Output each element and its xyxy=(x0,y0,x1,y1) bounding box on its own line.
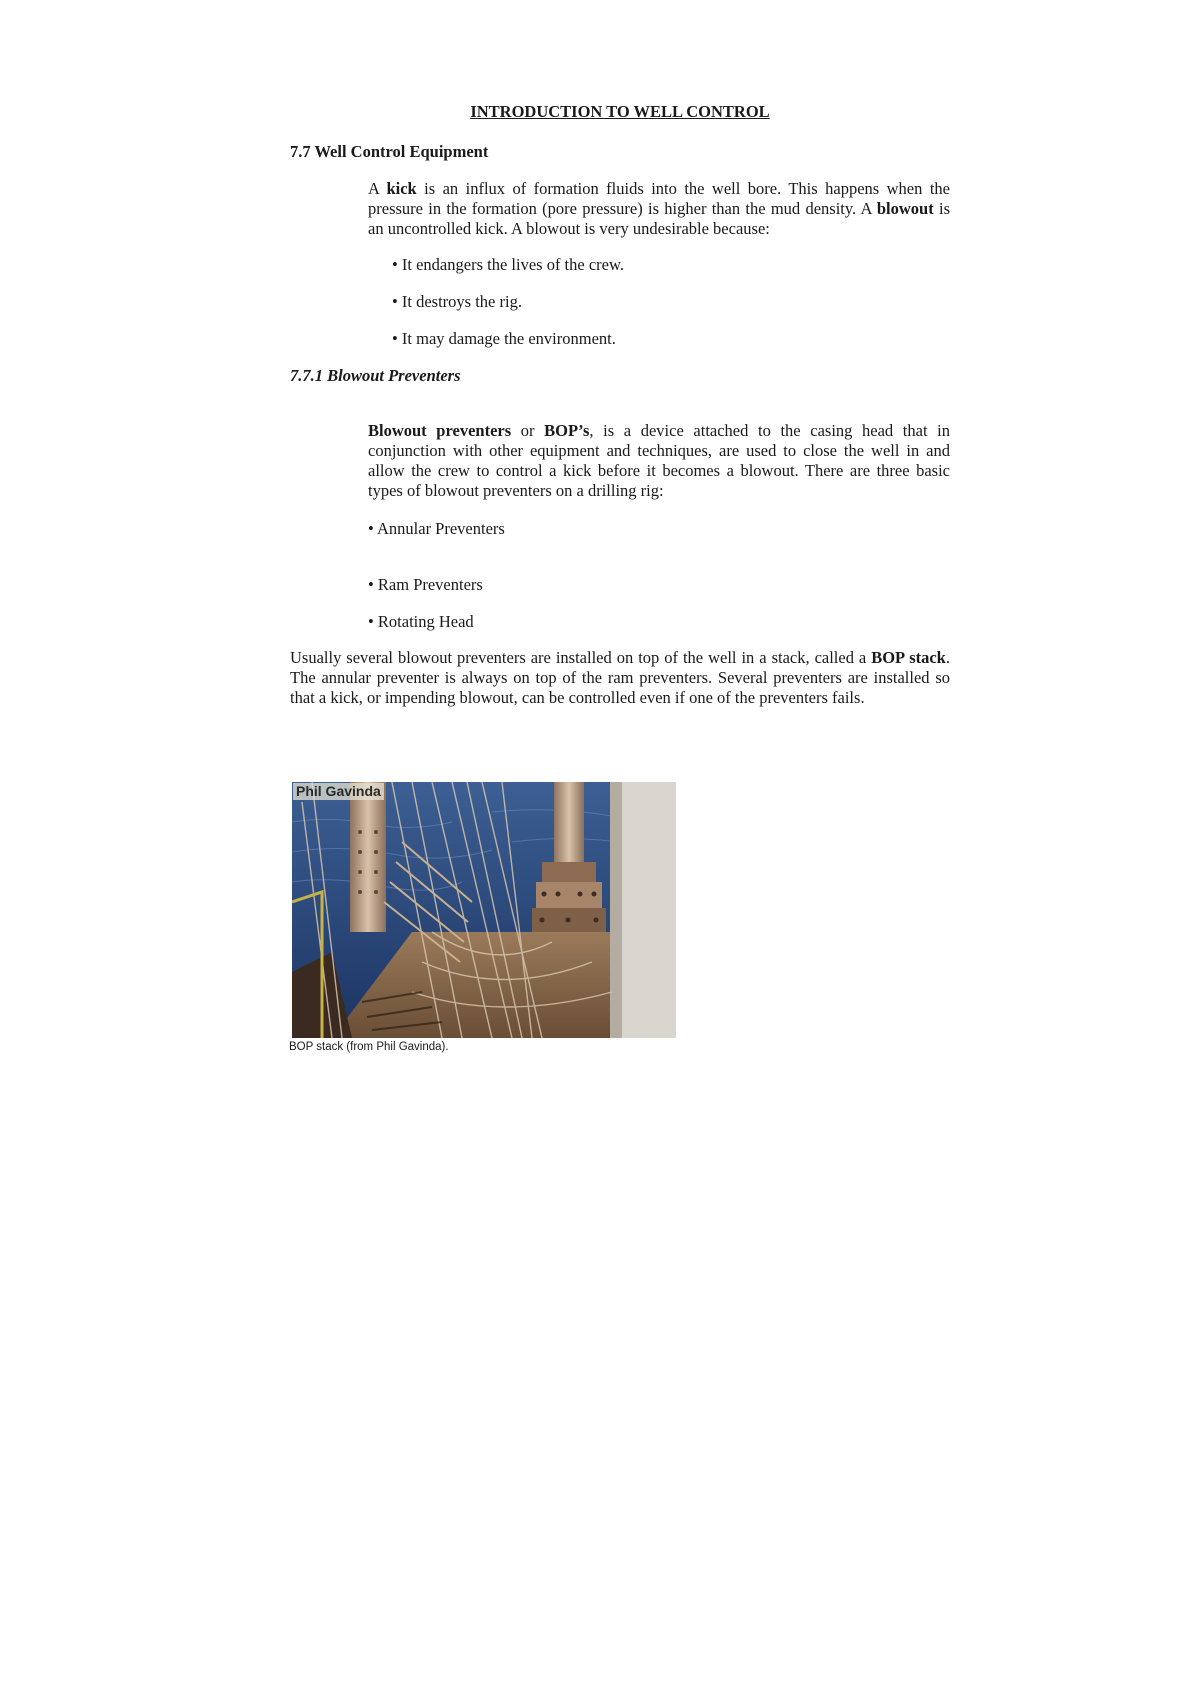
bop-paragraph xyxy=(368,421,950,501)
stack-text-1: Usually several blowout preventers are installed on top of the well in a stack, called a xyxy=(290,648,872,667)
bop-term: Blowout preventers xyxy=(368,421,512,440)
subsection-heading: 7.7.1 Blowout Preventers xyxy=(290,366,461,385)
blowout-term: blowout xyxy=(876,199,934,218)
kick-term: kick xyxy=(386,179,417,198)
figure-caption: BOP stack (from Phil Gavinda). xyxy=(289,1041,449,1053)
bop-text-1: or xyxy=(511,421,545,440)
list-item: • It endangers the lives of the crew. xyxy=(392,255,624,274)
bop-stack-photo xyxy=(292,782,676,1038)
list-item: • Annular Preventers xyxy=(368,519,505,538)
stack-paragraph xyxy=(290,648,950,708)
bops-term: BOP’s xyxy=(544,421,590,440)
kick-text-3: is an uncontrolled kick. A blowout is very undesirable because: xyxy=(368,199,950,238)
section-heading: 7.7 Well Control Equipment xyxy=(290,142,489,161)
bop-text-2: , is a device attached to the casing head that in conjunction with other equipment and techniques, are used to close the well in and allow the crew to control a kick before it becomes a blowout. There are three basic types of blowout preventers on a drilling rig: xyxy=(368,421,951,500)
list-item: • It destroys the rig. xyxy=(392,292,522,311)
photo-watermark: Phil Gavinda xyxy=(293,783,384,800)
stack-text-2: . The annular preventer is always on top of the ram preventers. Several preventers are installed so that a kick, or impending blowout, can be controlled even if one of the preventers fails. xyxy=(290,648,950,707)
list-item: • Rotating Head xyxy=(368,612,474,631)
bop-stack-term: BOP stack xyxy=(871,648,946,667)
kick-text-2: is an influx of formation fluids into the well bore. This happens when the pressure in the formation (pore pressure) is higher than the mud density. A xyxy=(368,179,950,218)
kick-paragraph xyxy=(368,179,950,239)
bop-stack-illustration xyxy=(292,782,676,1038)
list-item: • It may damage the environment. xyxy=(392,329,616,348)
list-item: • Ram Preventers xyxy=(368,575,483,594)
document-title: INTRODUCTION TO WELL CONTROL xyxy=(470,102,770,121)
kick-text-1: A xyxy=(368,179,387,198)
